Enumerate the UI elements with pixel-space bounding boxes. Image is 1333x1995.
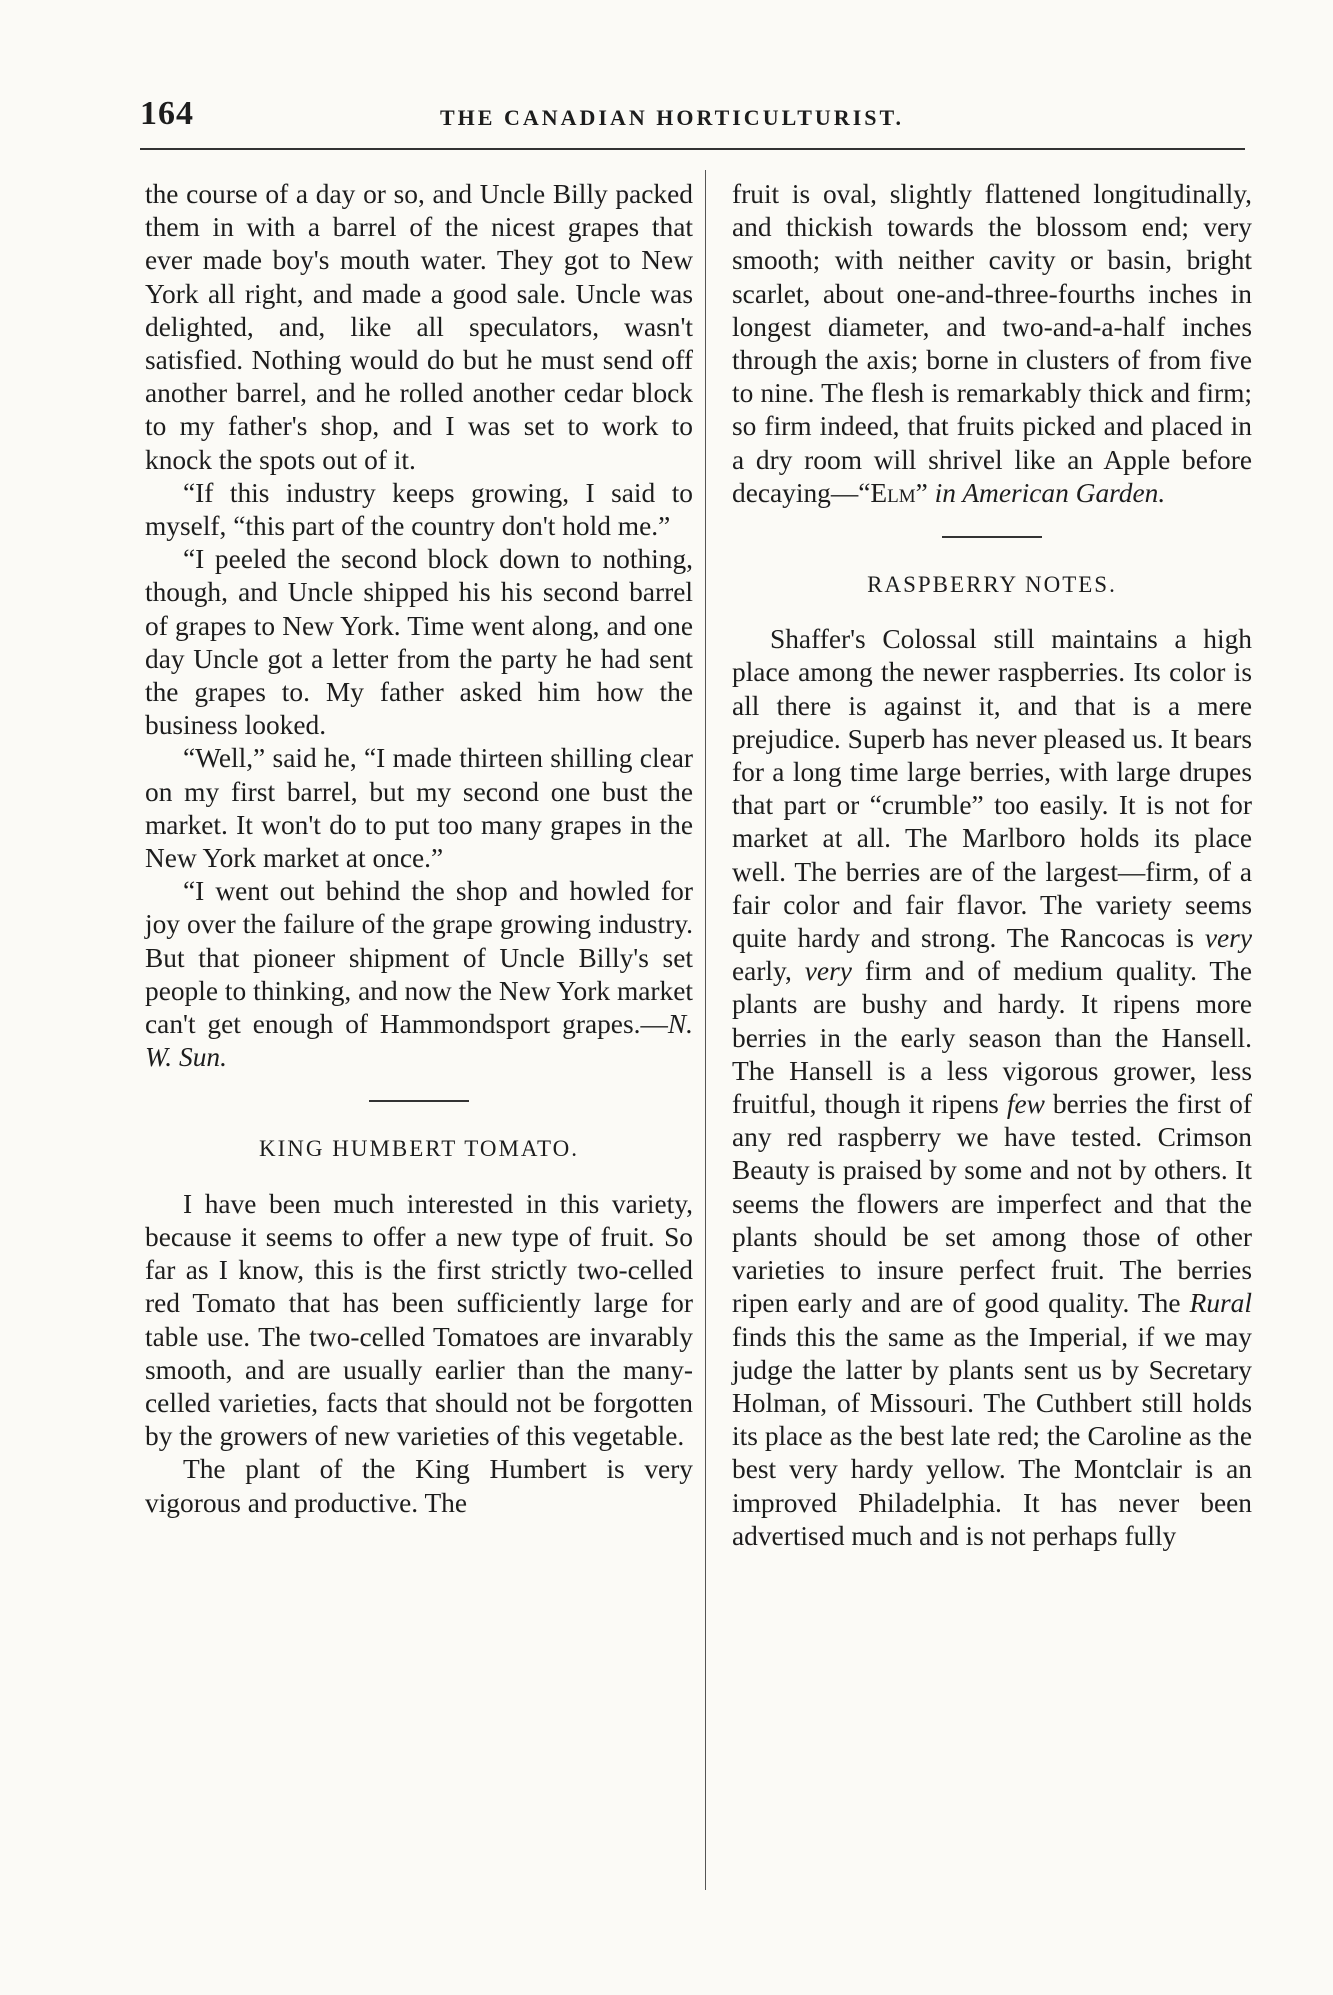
- emphasis: very: [1204, 923, 1252, 954]
- paragraph: the course of a day or so, and Uncle Billy packed them in with a barrel of the nicest grapes that ever made boy's mouth water. They got to New York all right, and made a good sale. Uncle was delighted, and, like all speculators, wasn't satisfied. Nothing would do but he must send off another barrel, and he rolled another cedar block to my father's shop, and I was set to work to knock the spots out of it.: [145, 179, 693, 475]
- author-name: Elm: [870, 477, 916, 508]
- paragraph-text: finds this the same as the Imperial, if we may judge the latter by plants sent us by Secretary Holman, of Missouri. The Cuthbert still holds its place as the best late red; the Caroline as the best very hardy yellow. The Montclair is an improved Philadelphia. It has never been advertised much and is not perhaps fully: [732, 1321, 1252, 1551]
- paragraph-text: fruit is oval, slightly flattened longitudinally, and thickish towards the blossom end; very smooth; with neither cavity or basin, bright scarlet, about one-and-three-fourths inches in longest diameter, and two-and-a-half inches through the axis; borne in clusters of from five to nine. The flesh is remarkably thick and firm; so firm indeed, that fruits picked and placed in a dry room will shrivel like an Apple before decaying—“: [732, 179, 1252, 508]
- paragraph: “I peeled the second block down to nothing, though, and Uncle shipped his his second barrel of grapes to New York. Time went along, and one day Uncle got a letter from the party he had sent the grapes to. My father asked him how the business looked.: [145, 544, 693, 741]
- paragraph-text: Shaffer's Colossal still maintains a high place among the newer raspberries. Its color is all there is against it, and that is a mere prejudice. Superb has never pleased us. It bears for a long time large berries, with large drupes that part or “crumble” too easily. It is not for market at all. The Marlboro holds its place well. The berries are of the largest—firm, of a fair color and fair flavor. The variety seems quite hardy and strong. The Rancocas is: [732, 624, 1252, 954]
- section-heading-raspberry: RASPBERRY NOTES.: [867, 572, 1117, 598]
- paragraph-text: berries the first of any red raspberry we have tested. Crimson Beauty is praised by some and not by others. It seems the flowers are imperfect and that the plants should be set among those of other varieties to insure perfect fruit. The berries ripen early and are of good quality. The: [732, 1089, 1252, 1319]
- emphasis: very: [804, 956, 852, 987]
- paragraph-text: early,: [732, 956, 805, 987]
- paragraph: “If this industry keeps growing, I said to myself, “this part of the country don't hold me.”: [145, 477, 693, 542]
- section-heading-tomato: KING HUMBERT TOMATO.: [259, 1136, 579, 1162]
- emphasis: Rural: [1189, 1288, 1252, 1319]
- source-attribution: in American Garden.: [934, 477, 1166, 508]
- header-rule: [140, 148, 1245, 150]
- paragraph: [732, 623, 1252, 1553]
- running-title: THE CANADIAN HORTICULTURIST.: [440, 105, 905, 130]
- paragraph: The plant of the King Humbert is very vigorous and productive. The: [145, 1454, 693, 1518]
- paragraph-text: firm and of medium quality. The plants are bushy and hardy. It ripens more berries in the early season than the Hansell. The Hansell is a less vigorous grower, less fruitful, though it ripens: [732, 956, 1252, 1120]
- column-divider: [705, 170, 706, 1890]
- source-attribution: N. W. Sun.: [145, 1009, 693, 1073]
- paragraph: I have been much interested in this variety, because it seems to offer a new type of fruit. So far as I know, this is the first strictly two-celled red Tomato that has been sufficiently large for table use. The two-celled Tomatoes are invarably smooth, and are usually earlier than the many-celled varieties, facts that should not be forgotten by the growers of new varieties of this vegetable.: [145, 1188, 693, 1452]
- left-column: [145, 178, 693, 1520]
- quote-close: ”: [915, 477, 935, 508]
- paragraph: “Well,” said he, “I made thirteen shilling clear on my first barrel, but my second one bust the market. It won't do to put too many grapes in the New York market at once.”: [145, 743, 693, 874]
- section-rule: [942, 536, 1042, 538]
- section-rule: [369, 1100, 469, 1102]
- page-header: [140, 95, 1250, 135]
- right-column: [732, 178, 1252, 1553]
- paragraph: [732, 178, 1252, 510]
- page-number: 164: [140, 95, 194, 132]
- emphasis: few: [1006, 1089, 1045, 1120]
- paragraph: [145, 875, 693, 1074]
- paragraph-text: “I went out behind the shop and howled for joy over the failure of the grape growing industry. But that pioneer shipment of Uncle Billy's set people to thinking, and now the New York market can't get enough of Hammondsport grapes.—: [145, 876, 693, 1040]
